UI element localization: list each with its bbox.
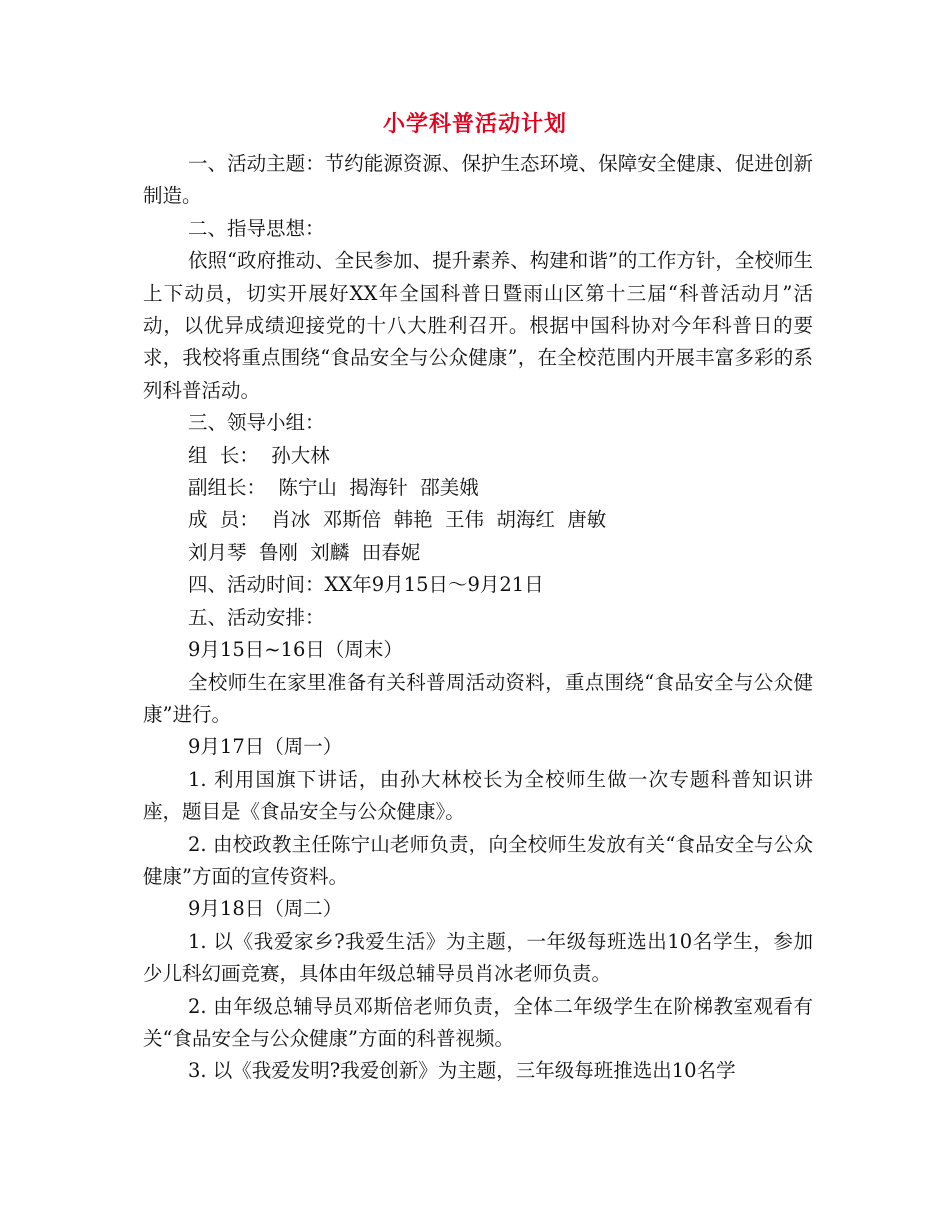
members-line-continued: 刘月琴 鲁刚 刘麟 田春妮 bbox=[188, 540, 421, 564]
heading-activity-arrangement: 五、活动安排： bbox=[188, 605, 325, 629]
document-title: 小学科普活动计划 bbox=[382, 111, 567, 137]
item-sep-18-2: 2. 由年级总辅导员邓斯倍老师负责，全体二年级学生在阶梯教室观看有关“食品安全与公众健康”方面的科普视频。 bbox=[143, 994, 813, 1050]
date-sep-15-16: 9月15日~16日（周末） bbox=[188, 638, 403, 662]
heading-activity-time: 四、活动时间：XX年9月15日～9月21日 bbox=[188, 573, 544, 597]
deputy-leader-line: 副组长： 陈宁山 揭海针 邵美娥 bbox=[188, 476, 479, 500]
item-sep-17-1: 1. 利用国旗下讲话，由孙大林校长为全校师生做一次专题科普知识讲座，题目是《食品安全与公众健康》。 bbox=[143, 767, 813, 824]
paragraph-guiding-ideology: 依照“政府推动、全民参加、提升素养、构建和谐”的工作方针，全校师生上下动员，切实开展好XX年全国科普日暨雨山区第十三届“科普活动月”活动，以优异成绩迎接党的十八大胜利召开。根据中国科协对今年科普日的要求，我校将重点围绕“食品安全与公众健康”，在全校范围内开展丰富多彩的系列科普活动。 bbox=[143, 249, 813, 402]
paragraph-sep-15-16: 全校师生在家里准备有关科普周活动资料，重点围绕“食品安全与公众健康”进行。 bbox=[143, 670, 813, 726]
heading-guiding-ideology: 二、指导思想： bbox=[188, 216, 325, 240]
item-sep-18-3: 3. 以《我爱发明?我爱创新》为主题，三年级每班推选出10名学 bbox=[188, 1059, 736, 1083]
item-sep-18-1: 1. 以《我爱家乡?我爱生活》为主题，一年级每班选出10名学生，参加少儿科幻画竞赛，具体由年级总辅导员肖冰老师负责。 bbox=[143, 929, 813, 986]
date-sep-18: 9月18日（周二） bbox=[188, 897, 343, 921]
date-sep-17: 9月17日（周一） bbox=[188, 735, 343, 759]
leader-line: 组 长： 孙大林 bbox=[188, 443, 330, 467]
document-body bbox=[143, 148, 813, 1088]
paragraph-theme: 一、活动主题：节约能源资源、保护生态环境、保障安全健康、促进创新制造。 bbox=[143, 152, 813, 208]
heading-leadership-group: 三、领导小组： bbox=[188, 411, 325, 435]
members-line: 成 员： 肖冰 邓斯倍 韩艳 王伟 胡海红 唐敏 bbox=[188, 508, 607, 532]
item-sep-17-2: 2. 由校政教主任陈宁山老师负责，向全校师生发放有关“食品安全与公众健康”方面的宣传资料。 bbox=[143, 832, 813, 888]
